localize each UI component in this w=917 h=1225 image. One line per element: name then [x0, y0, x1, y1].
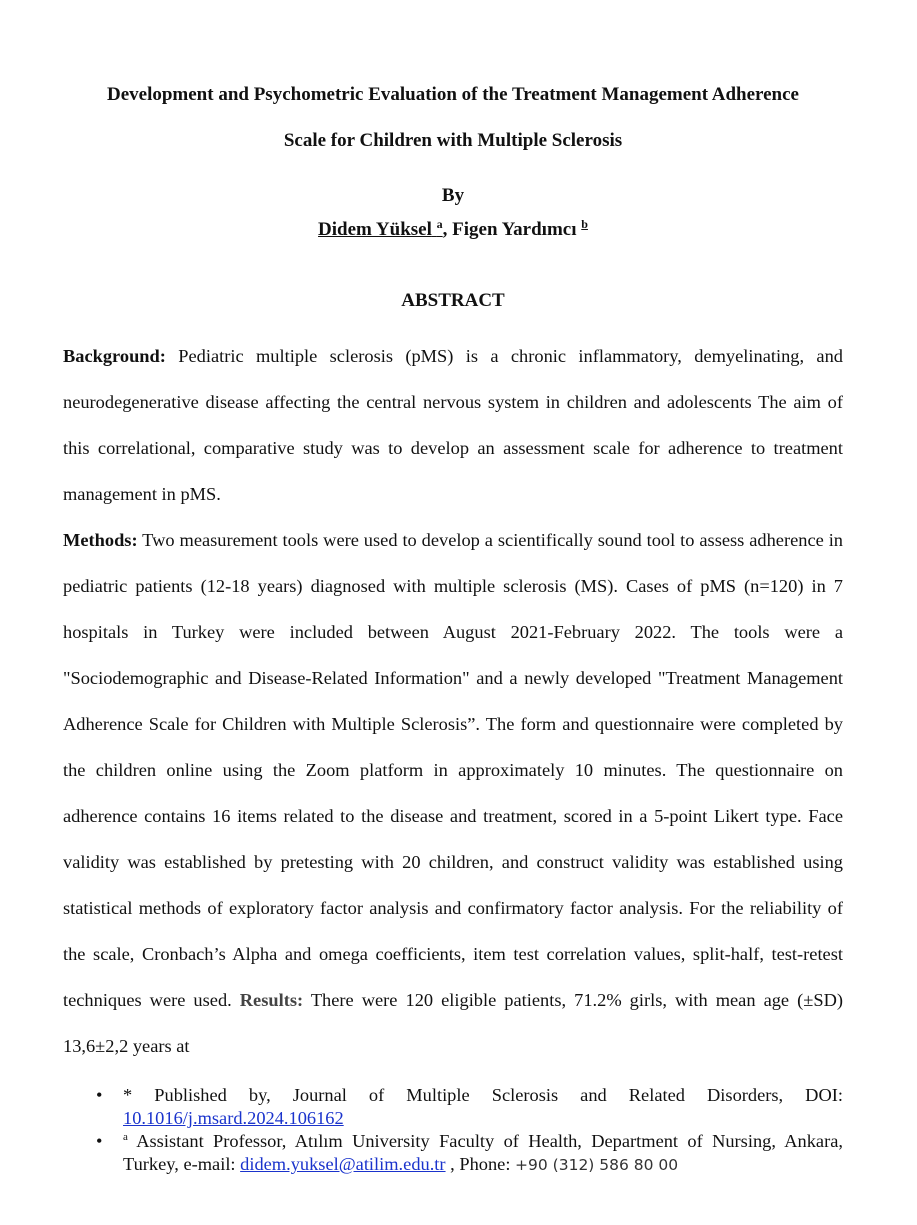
- phone-label: , Phone:: [445, 1154, 516, 1174]
- paper-title-line-1: Development and Psychometric Evaluation of the Treatment Management Adherence: [106, 84, 799, 105]
- footnote-1-marker: *: [123, 1085, 133, 1105]
- author-line: [63, 218, 843, 242]
- abstract-heading: ABSTRACT: [401, 290, 505, 311]
- footnotes: [96, 1084, 843, 1177]
- footnote-2-text: Assistant Professor, Atılım University Faculty of Health, Department of Nursing, Ankara, Turkey, e-mail:: [123, 1131, 843, 1174]
- results-text: There were 120 eligible patients, 71.2% girls, with mean age (±SD) 13,6±2,2 years at: [63, 990, 843, 1056]
- by-label: By: [441, 185, 465, 206]
- paper-title-line-2: Scale for Children with Multiple Sclerosis: [283, 130, 623, 151]
- footnote-2: [96, 1130, 843, 1177]
- author-2-affiliation-mark: b: [581, 217, 588, 231]
- background-text: Pediatric multiple sclerosis (pMS) is a chronic inflammatory, demyelinating, and neurodegenerative disease affecting the central nervous system in children and adolescents The aim of this correlational, comparative study was to develop an assessment scale for adherence to treatment management in pMS.: [63, 346, 843, 504]
- email-link[interactable]: didem.yuksel@atilim.edu.tr: [240, 1154, 446, 1174]
- author-1-name: Didem Yüksel: [318, 219, 432, 240]
- footnote-1: [96, 1084, 843, 1130]
- footnote-2-affiliation-mark: a: [123, 1131, 128, 1143]
- methods-paragraph: [63, 517, 843, 1069]
- footnote-1-text: Published by, Journal of Multiple Sclerosis and Related Disorders, DOI:: [154, 1085, 843, 1105]
- methods-text: Two measurement tools were used to develop a scientifically sound tool to assess adherence in pediatric patients (12-18 years) diagnosed with multiple sclerosis (MS). Cases of pMS (n=120) in 7 hospitals in Turkey were included between August 2021-February 2022. The tools were a "Sociodemographic and Disease-Related Information" and a newly developed "Treatment Management Adherence Scale for Children with Multiple Sclerosis”. The form and questionnaire were completed by the children online using the Zoom platform in approximately 10 minutes. The questionnaire on adherence contains 16 items related to the disease and treatment, scored in a 5-point Likert type. Face validity was established by pretesting with 20 children, and construct validity was established using statistical methods of exploratory factor analysis and confirmatory factor analysis. For the reliability of the scale, Cronbach’s Alpha and omega coefficients, item test correlation values, split-half, test-retest techniques were used.: [63, 530, 844, 1010]
- phone-number: +90 (312) 586 80 00: [515, 1156, 679, 1174]
- background-paragraph: [63, 333, 843, 517]
- bullet-icon: •: [96, 1085, 103, 1105]
- abstract-body: [63, 333, 843, 1069]
- author-2-name: Figen Yardımcı: [452, 219, 577, 240]
- bullet-icon: •: [96, 1131, 103, 1151]
- background-label: Background:: [63, 346, 166, 366]
- author-separator: ,: [442, 219, 453, 240]
- author-1-affiliation-mark: a: [436, 217, 443, 231]
- doi-link[interactable]: 10.1016/j.msard.2024.106162: [123, 1108, 344, 1128]
- results-label: Results:: [239, 990, 304, 1010]
- methods-label: Methods:: [63, 530, 138, 550]
